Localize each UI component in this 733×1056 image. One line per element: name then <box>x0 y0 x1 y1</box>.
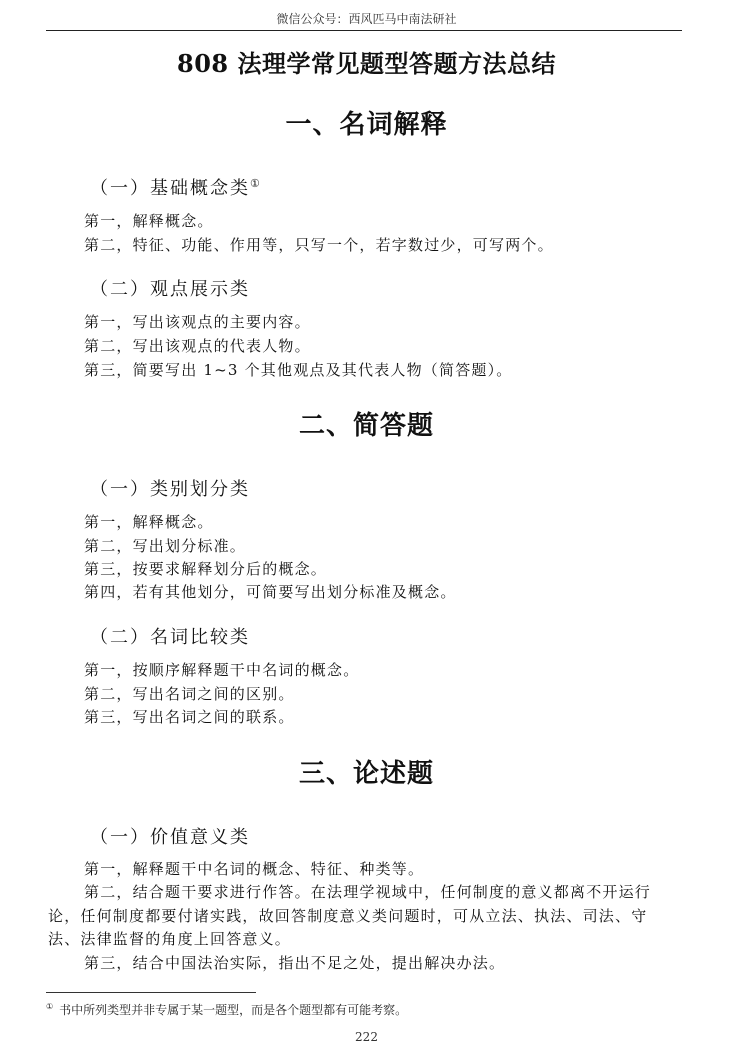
list-item: 第二，写出划分标准。 <box>84 537 247 555</box>
paragraph: 第一，解释题干中名词的概念、特征、种类等。 <box>84 860 425 878</box>
list-item: 第一，解释概念。 <box>84 212 214 230</box>
page-header: 微信公众号：西风匹马中南法研社 <box>276 12 457 26</box>
list-item: 第一，写出该观点的主要内容。 <box>84 313 311 331</box>
list-item: 第三，写出名词之间的联系。 <box>84 708 295 726</box>
page-number: 222 <box>355 1030 378 1044</box>
subsection-heading-2-2: （二）名词比较类 <box>90 627 250 648</box>
list-item: 第四，若有其他划分，可简要写出划分标准及概念。 <box>84 583 457 601</box>
list-item: 第三，按要求解释划分后的概念。 <box>84 560 328 578</box>
subsection-heading-3-1: （一）价值意义类 <box>90 827 250 848</box>
section-heading-3: 三、论述题 <box>298 759 434 789</box>
paragraph: 第二，结合题干要求进行作答。在法理学视域中，任何制度的意义都离不开运行论，任何制度都要付诸实践，故回答制度意义类问题时，可从立法、执法、司法、守法、法律监督的角度上回答意义。 <box>48 883 652 948</box>
section-heading-2: 二、简答题 <box>298 411 434 441</box>
paragraph: 第三，结合中国法治实际，指出不足之处，提出解决办法。 <box>84 954 506 972</box>
list-item: 第一，按顺序解释题干中名词的概念。 <box>84 661 360 679</box>
list-item: 第二，特征、功能、作用等，只写一个，若字数过少，可写两个。 <box>84 236 554 254</box>
subsection-heading-1-2: （二）观点展示类 <box>90 279 250 300</box>
list-item: 第一，解释概念。 <box>84 513 214 531</box>
document-title: 808 法理学常见题型答题方法总结 <box>177 49 556 78</box>
header-rule <box>46 30 682 31</box>
footnote-rule <box>46 992 256 993</box>
footnote-text: 书中所列类型并非专属于某一题型，而是各个题型都有可能考察。 <box>59 1003 408 1017</box>
subsection-heading-1-1: （一）基础概念类① <box>90 177 260 199</box>
list-item: 第二，写出名词之间的区别。 <box>84 685 295 703</box>
footnote-ref: ① <box>250 177 260 190</box>
subsection-heading-2-1: （一）类别划分类 <box>90 479 250 500</box>
section-heading-1: 一、名词解释 <box>285 110 448 140</box>
footnote-mark: ① <box>46 1002 54 1011</box>
list-item: 第三，简要写出 1~3 个其他观点及其代表人物（简答题）。 <box>84 361 513 379</box>
footnote <box>46 1001 407 1018</box>
list-item: 第二，写出该观点的代表人物。 <box>84 337 311 355</box>
